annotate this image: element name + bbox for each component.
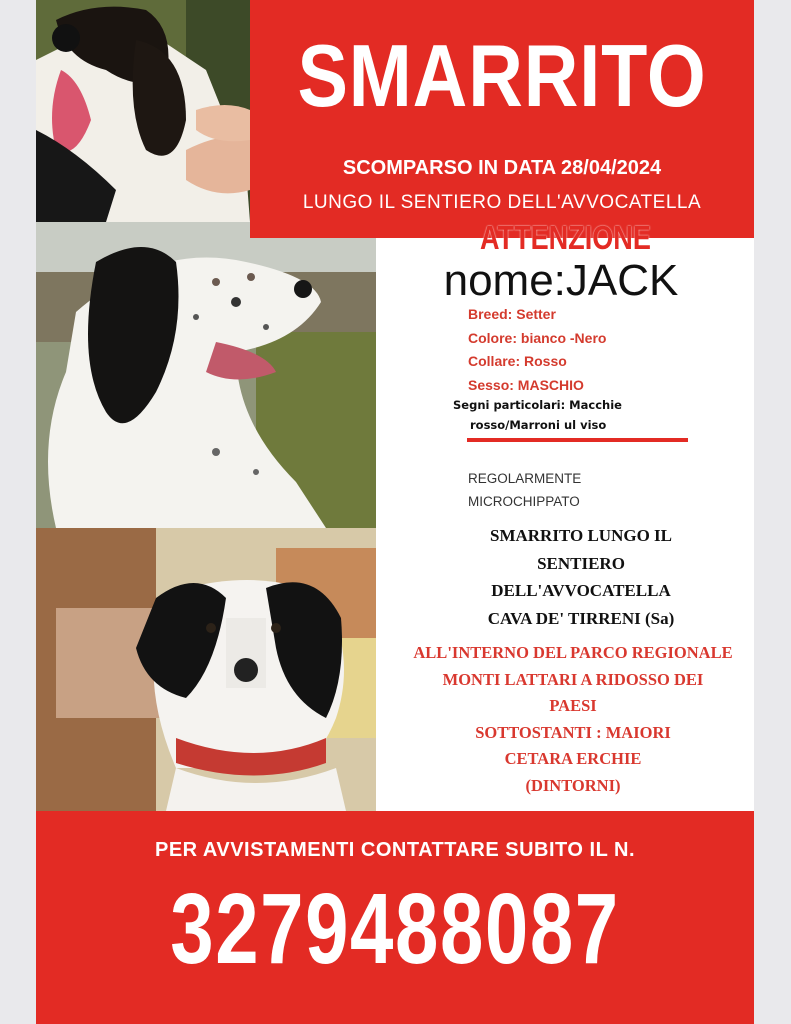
missing-location: LUNGO IL SENTIERO DELL'AVVOCATELLA [302,192,702,213]
detail-color: Colore: bianco -Nero [468,329,607,346]
header-banner [250,0,754,238]
marks-line-1: Segni particolari: Macchie [453,398,622,412]
dog-name: nome:JACK [443,256,679,305]
park-line-2: MONTI LATTARI A RIDOSSO DEI [442,669,704,689]
dog-photo-bottom [36,528,376,811]
park-line-5: CETARA ERCHIE [504,749,642,768]
lost-location-info [416,522,746,632]
lost-location-line-1: SMARRITO LUNGO IL [490,526,672,545]
park-line-4: SOTTOSTANTI : MAIORI [475,722,671,742]
park-line-1: ALL'INTERNO DEL PARCO REGIONALE [413,643,733,662]
page-title: SMARRITO [297,26,707,125]
contact-banner [36,811,754,1024]
detail-sex: Sesso: MASCHIO [468,376,584,393]
detail-collar: Collare: Rosso [468,353,567,369]
dog-photo-top [36,0,250,222]
dog-photo-middle [36,222,376,528]
phone-number: 3279488087 [170,873,620,985]
microchip-line-1: REGOLARMENTE [468,471,582,486]
microchip-note [468,467,581,513]
distinctive-marks [453,395,663,435]
lost-dog-poster [36,0,754,1024]
marks-line-2: rosso/Marroni ul viso [470,418,607,432]
attention-heading: ATTENZIONE [480,219,651,256]
detail-breed: Breed: Setter [468,306,556,322]
lost-location-line-4: CAVA DE' TIRRENI (Sa) [487,608,675,628]
lost-location-line-3: DELL'AVVOCATELLA [491,581,671,600]
park-line-6: (DINTORNI) [525,775,621,795]
divider [467,438,688,442]
missing-date: SCOMPARSO IN DATA 28/04/2024 [342,157,662,179]
park-info [392,640,754,799]
park-line-3: PAESI [549,696,597,715]
dog-details [468,303,606,397]
microchip-line-2: MICROCHIPPATO [468,494,580,509]
lost-location-line-2: SENTIERO [537,553,625,573]
contact-instruction: PER AVVISTAMENTI CONTATTARE SUBITO IL N. [154,839,635,861]
